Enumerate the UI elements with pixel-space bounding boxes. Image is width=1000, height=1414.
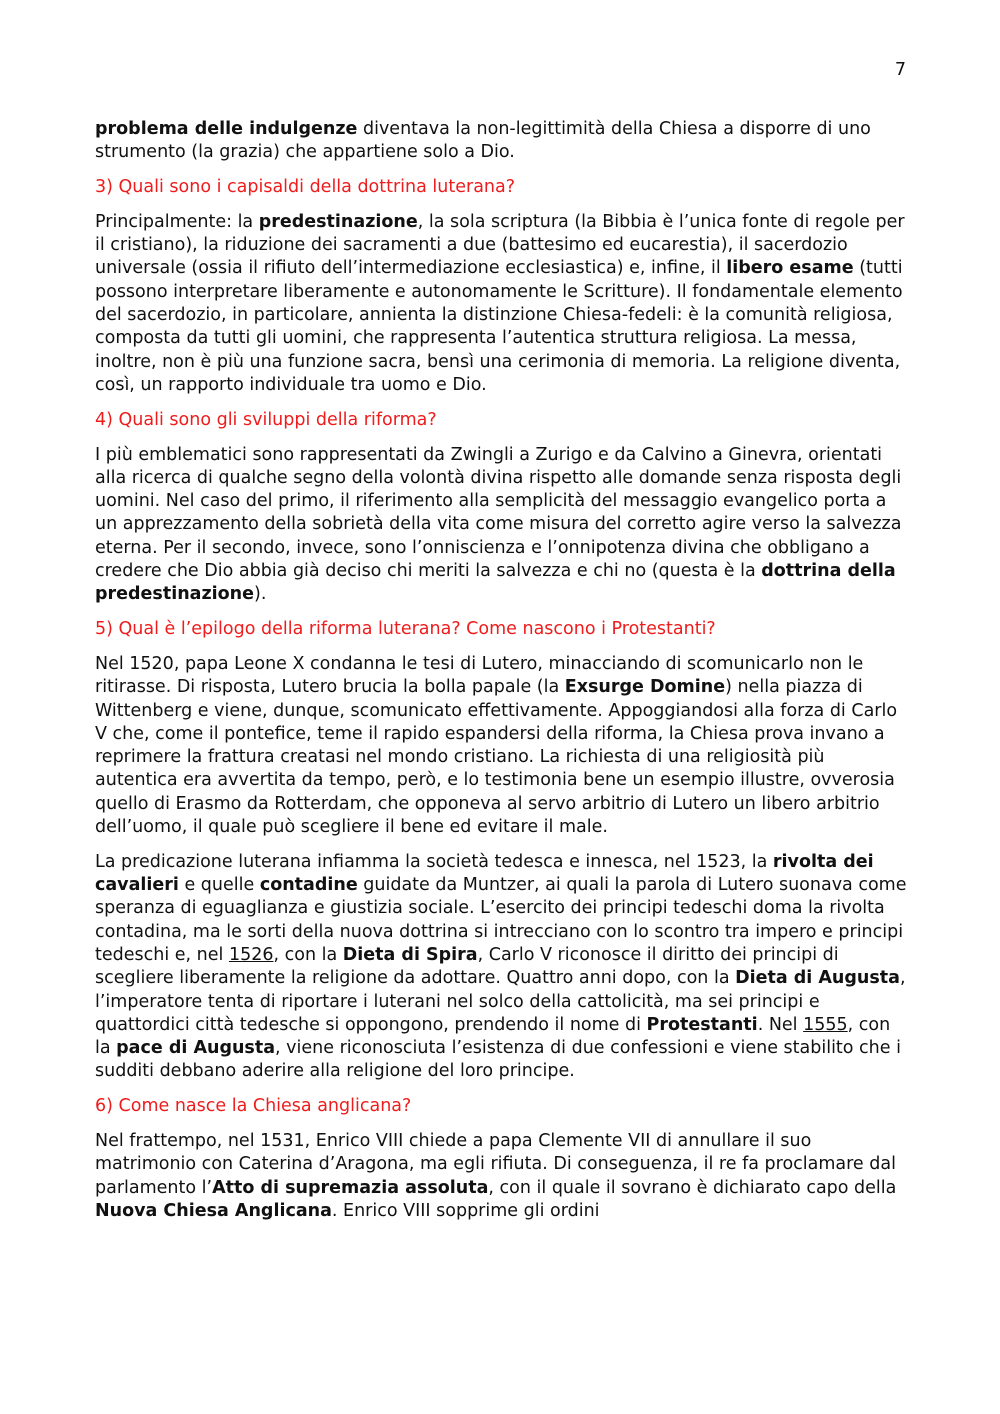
text-run: , viene riconosciuta l’esistenza di due confessioni e viene stabilito che i sudditi debbano aderire alla religione del loro principe. (95, 1038, 901, 1082)
paragraph (95, 444, 907, 607)
text-run: e quelle (178, 875, 260, 896)
text-run: (tutti possono interpretare liberamente e autonomamente le Scritture). Il fondamentale elemento del sacerdozio, in particolare, annienta la distinzione Chiesa-fedeli: è la comunità religiosa, composta da tutti gli uomini, che rappresenta l’autentica struttura religiosa. La messa, inoltre, non è più una funzione sacra, bensì una cerimonia di memoria. La religione diventa, così, un rapporto individuale tra uomo e Dio. (95, 258, 903, 395)
bold-term: dottrina della predestinazione (95, 561, 896, 605)
text-run: , Carlo V riconosce il diritto dei principi di scegliere liberamente la religione da adottare. Quattro anni dopo, con la (95, 945, 839, 989)
text-run: Nel 1520, papa Leone X condanna le tesi di Lutero, minacciando di scomunicarlo non le ritirasse. Di risposta, Lutero brucia la bolla papale (la (95, 653, 864, 698)
question-heading (95, 176, 907, 199)
page-number: 7 (894, 60, 906, 80)
text-run: diventava la non-legittimità della Chiesa a disporre di uno strumento (la grazia) che appartiene solo a Dio. (95, 119, 871, 163)
question-heading (95, 618, 907, 641)
bold-term: Atto di supremazia assoluta (212, 1177, 489, 1198)
bold-term: Protestanti (646, 1014, 758, 1035)
bold-term: Exsurge Domine (564, 677, 726, 698)
question-heading (95, 409, 907, 432)
bold-term: Nuova Chiesa Anglicana (95, 1200, 332, 1221)
text-run: . Enrico VIII sopprime gli ordini (331, 1200, 600, 1221)
paragraph (95, 653, 907, 839)
bold-term: Dieta di Augusta (735, 968, 900, 989)
text-run: guidate da Muntzer, ai quali la parola di Lutero suonava come speranza di eguaglianza e giustizia sociale. L’esercito dei principi tedeschi doma la rivolta contadina, ma le sorti della nuova dottrina si intrecciano con lo scontro tra impero e principi tedeschi e, nel (95, 875, 907, 965)
bold-term: pace di Augusta (116, 1038, 276, 1059)
bold-term: libero esame (726, 258, 854, 279)
text-run: . Nel (757, 1014, 804, 1035)
text-run: I più emblematici sono rappresentati da Zwingli a Zurigo e da Calvino a Ginevra, orientati alla ricerca di qualche segno della volontà divina rispetto alle domande senza risposta degli uomini. Nel caso del primo, il riferimento alla semplicità del messaggio evangelico porta a un apprezzamento della sobrietà della vita come misura del corretto agire verso la salvezza eterna. Per il secondo, invece, sono l’onniscienza e l’onnipotenza divina che obbligano a credere che Dio abbia già deciso chi meriti la salvezza e chi no (questa è la (95, 444, 902, 582)
bold-term: Dieta di Spira (342, 945, 478, 965)
text-run: Nel frattempo, nel 1531, Enrico VIII chiede a papa Clemente VII di annullare il suo matrimonio con Caterina d’Aragona, ma egli rifiuta. Di conseguenza, il re fa proclamare dal parlamento l’ (95, 1131, 896, 1198)
bold-term: predestinazione (258, 211, 418, 232)
bold-term: problema delle indulgenze (95, 119, 358, 139)
underlined-date: 1555 (803, 1014, 848, 1035)
text-run: ). (254, 584, 267, 605)
text-run: Principalmente: la (95, 211, 259, 232)
document-body (95, 118, 907, 1235)
underlined-date: 1526 (228, 945, 274, 965)
text-run: ) nella piazza di Wittenberg e viene, dunque, scomunicato effettivamente. Appoggiandosi alla forza di Carlo V che, come il pontefice, teme il rapido espandersi della riforma, la Chiesa prova invano a reprimere la frattura creatasi nel mondo cristiano. La richiesta di una religiosità più autentica era avvertita da tempo, però, e lo testimonia bene un esempio illustre, ovverosia quello di Erasmo da Rotterdam, che opponeva al servo arbitrio di Lutero un libero arbitrio dell’uomo, il quale può scegliere il bene ed evitare il male. (95, 677, 898, 838)
text-run: 4) Quali sono gli sviluppi della riforma? (95, 409, 437, 430)
text-run: , l’imperatore tenta di riportare i luterani nel solco della cattolicità, ma sei principi e quattordici città tedesche si oppongono, prendendo il nome di (95, 968, 906, 1035)
paragraph (95, 118, 907, 165)
bold-term: rivolta dei cavalieri (95, 851, 874, 896)
text-run: 3) Quali sono i capisaldi della dottrina luterana? (95, 177, 516, 198)
text-run: 5) Qual è l’epilogo della riforma luterana? Come nascono i Protestanti? (95, 619, 716, 640)
text-run: , con il quale il sovrano è dichiarato capo della (488, 1177, 897, 1198)
text-run: , con la (273, 945, 343, 965)
paragraph (95, 1130, 907, 1223)
bold-term: contadine (259, 875, 358, 896)
paragraph (95, 211, 907, 397)
text-run: , la sola scriptura (la Bibbia è l’unica fonte di regole per il cristiano), la riduzione dei sacramenti a due (battesimo ed eucarestia), il sacerdozio universale (ossia il rifiuto dell’intermediazione ecclesiastica) e, infine, il (95, 211, 905, 279)
text-run: La predicazione luterana infiamma la società tedesca e innesca, nel 1523, la (95, 851, 773, 872)
text-run: , con la (95, 1014, 891, 1059)
paragraph (95, 851, 907, 1084)
text-run: 6) Come nasce la Chiesa anglicana? (95, 1096, 412, 1117)
question-heading (95, 1095, 907, 1118)
